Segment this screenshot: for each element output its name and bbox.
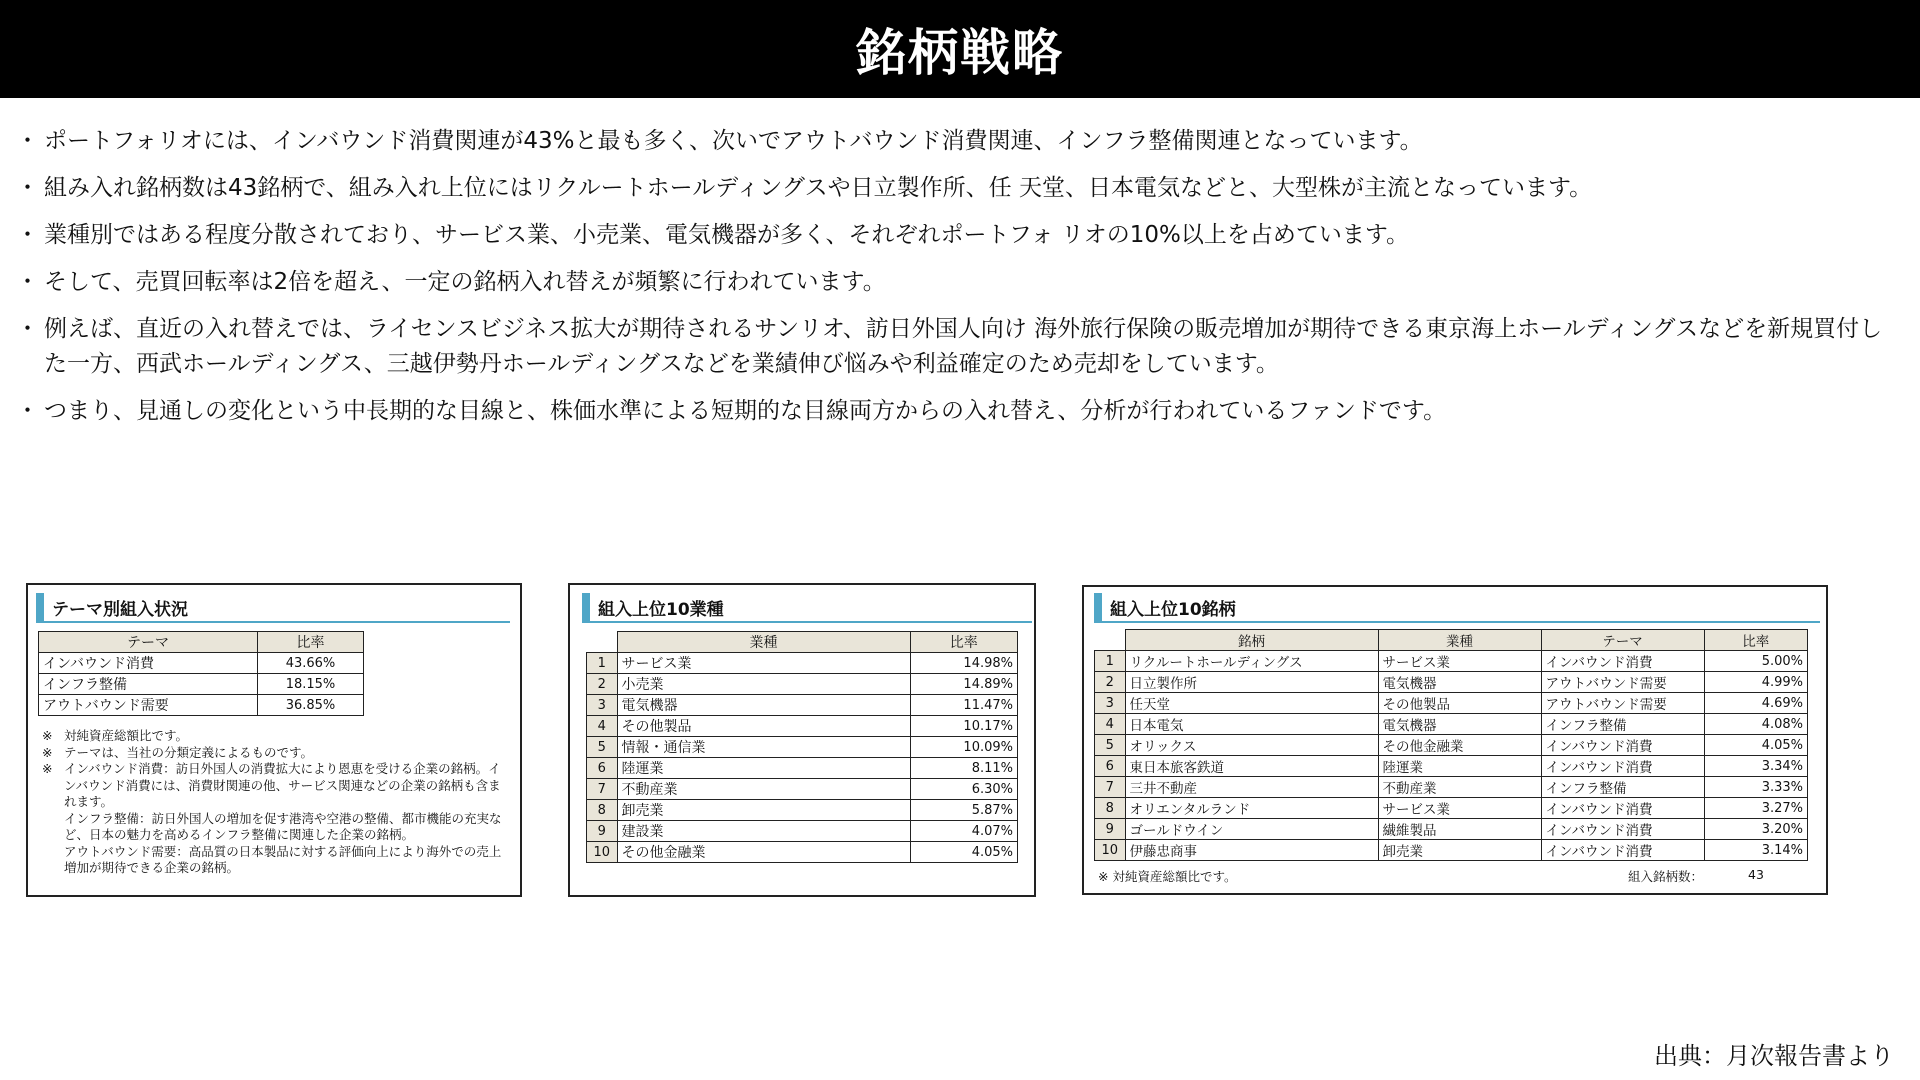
table-cell: 2 (587, 674, 618, 695)
theme-panel-header (36, 593, 510, 623)
table-cell: アウトバウンド需要 (39, 695, 258, 716)
column-header: 比率 (910, 632, 1018, 653)
title-bar (0, 0, 1920, 98)
table-cell: インバウンド消費 (1541, 735, 1704, 756)
note-text: インバウンド消費：訪日外国人の消費拡大により恩恵を受ける企業の銘柄。インバウンド消費には、消費財関連の他、サービス関連などの企業の銘柄も含まれます。 インフラ整備：訪日外国人の増加を促す港湾や空港の整備、都市機能の充実など、日本の魅力を高めるインフラ整備に関連した企業の銘柄。 アウトバウンド需要：高品質の日本製品に対する評価向上により海外での売上増加が期待できる企業の銘柄。 (64, 761, 502, 875)
table-cell: 4.07% (910, 821, 1018, 842)
table-cell: オリエンタルランド (1125, 798, 1378, 819)
table-row (1095, 798, 1808, 819)
table-cell: 卸売業 (1378, 840, 1541, 861)
table-cell: インバウンド消費 (1541, 798, 1704, 819)
bullet-item: ・ ポートフォリオには、インバウンド消費関連が43%と最も多く、次いでアウトバウンド消費関連、インフラ整備関連となっています。 (22, 124, 1902, 159)
table-cell: ゴールドウイン (1125, 819, 1378, 840)
column-header: 比率 (1704, 630, 1808, 651)
table-cell: 電気機器 (1378, 672, 1541, 693)
note-text: テーマは、当社の分類定義によるものです。 (64, 744, 314, 760)
title-accent-bar (582, 593, 590, 621)
table-cell: インバウンド消費 (1541, 819, 1704, 840)
table-cell: 三井不動産 (1125, 777, 1378, 798)
table-cell: その他製品 (617, 716, 910, 737)
note-item (42, 745, 510, 762)
table-row (587, 800, 1018, 821)
table-row (587, 821, 1018, 842)
table-cell: その他金融業 (617, 842, 910, 863)
table-cell: 4 (587, 716, 618, 737)
table-cell: 5.00% (1704, 651, 1808, 672)
table-cell: 電気機器 (1378, 714, 1541, 735)
bullet-item: ・ 例えば、直近の入れ替えでは、ライセンスビジネス拡大が期待されるサンリオ、訪日外国人向け 海外旅行保険の販売増加が期待できる東京海上ホールディングスなどを新規買付した一方、西武ホールディングス、三越伊勢丹ホールディングスなどを業績伸び悩みや利益確定のため売却をしています。 (22, 312, 1902, 382)
table-cell: 日立製作所 (1125, 672, 1378, 693)
table-cell: 9 (1095, 819, 1126, 840)
table-cell: 10 (1095, 840, 1126, 861)
table-cell: 8 (587, 800, 618, 821)
table-cell: 陸運業 (617, 758, 910, 779)
table-row (587, 716, 1018, 737)
table-cell: 14.98% (910, 653, 1018, 674)
table-cell: 2 (1095, 672, 1126, 693)
column-header: 業種 (617, 632, 910, 653)
table-cell: 8.11% (910, 758, 1018, 779)
index-header-blank (1095, 630, 1126, 651)
table-cell: 18.15% (258, 674, 364, 695)
table-cell: インフラ整備 (1541, 777, 1704, 798)
table-cell: 14.89% (910, 674, 1018, 695)
table-row (1095, 672, 1808, 693)
table-cell: 日本電気 (1125, 714, 1378, 735)
source-caption: 出典：月次報告書より (1654, 1042, 1894, 1070)
sector-table (586, 631, 1018, 863)
table-cell: アウトバウンド需要 (1541, 672, 1704, 693)
table-cell: 1 (1095, 651, 1126, 672)
page-title: 銘柄戦略 (856, 24, 1064, 82)
sector-panel (568, 583, 1036, 897)
table-row (587, 758, 1018, 779)
table-row (39, 653, 364, 674)
table-row (39, 674, 364, 695)
table-cell: インフラ整備 (1541, 714, 1704, 735)
table-cell: サービス業 (1378, 651, 1541, 672)
table-cell: 不動産業 (617, 779, 910, 800)
table-cell: 5.87% (910, 800, 1018, 821)
table-cell: 不動産業 (1378, 777, 1541, 798)
title-accent-bar (1094, 593, 1102, 621)
stock-table (1094, 629, 1808, 861)
table-cell: 3.34% (1704, 756, 1808, 777)
table-cell: 電気機器 (617, 695, 910, 716)
table-row (587, 737, 1018, 758)
table-row (1095, 651, 1808, 672)
note-mark: ※ (42, 728, 53, 743)
table-row (587, 842, 1018, 863)
table-cell: リクルートホールディングス (1125, 651, 1378, 672)
table-cell: 10.17% (910, 716, 1018, 737)
table-cell: 7 (587, 779, 618, 800)
table-cell: 情報・通信業 (617, 737, 910, 758)
bullet-item: ・ そして、売買回転率は2倍を超え、一定の銘柄入れ替えが頻繁に行われています。 (22, 265, 1902, 300)
table-cell: インフラ整備 (39, 674, 258, 695)
stock-panel-header (1094, 593, 1820, 623)
table-cell: 3.27% (1704, 798, 1808, 819)
table-cell: サービス業 (1378, 798, 1541, 819)
table-cell: インバウンド消費 (39, 653, 258, 674)
column-header: 銘柄 (1125, 630, 1378, 651)
table-cell: 10.09% (910, 737, 1018, 758)
stock-footer (1098, 867, 1798, 885)
table-cell: 4 (1095, 714, 1126, 735)
note-mark: ※ (42, 761, 53, 776)
theme-panel-title: テーマ別組入状況 (52, 599, 188, 620)
column-header: テーマ (1541, 630, 1704, 651)
table-row (39, 695, 364, 716)
stock-panel-title: 組入上位10銘柄 (1110, 599, 1236, 620)
table-cell: 建設業 (617, 821, 910, 842)
table-cell: 5 (587, 737, 618, 758)
table-cell: サービス業 (617, 653, 910, 674)
table-row (587, 674, 1018, 695)
bullet-list (22, 124, 1902, 441)
table-row (1095, 756, 1808, 777)
table-cell: 3.14% (1704, 840, 1808, 861)
column-header: 比率 (258, 632, 364, 653)
table-cell: 伊藤忠商事 (1125, 840, 1378, 861)
bullet-item: ・ つまり、見通しの変化という中長期的な目線と、株価水準による短期的な目線両方からの入れ替え、分析が行われているファンドです。 (22, 394, 1902, 429)
table-cell: その他金融業 (1378, 735, 1541, 756)
table-row (1095, 735, 1808, 756)
table-cell: 4.05% (910, 842, 1018, 863)
table-cell: その他製品 (1378, 693, 1541, 714)
table-cell: 11.47% (910, 695, 1018, 716)
stock-panel (1082, 585, 1828, 895)
stock-footnote: ※ 対純資産総額比です。 (1098, 869, 1237, 884)
theme-table (38, 631, 364, 716)
column-header: 業種 (1378, 630, 1541, 651)
table-cell: 任天堂 (1125, 693, 1378, 714)
table-cell: 3 (587, 695, 618, 716)
table-cell: インバウンド消費 (1541, 756, 1704, 777)
table-cell: 小売業 (617, 674, 910, 695)
table-row (1095, 693, 1808, 714)
bullet-item: ・ 組み入れ銘柄数は43銘柄で、組み入れ上位にはリクルートホールディングスや日立製作所、任 天堂、日本電気などと、大型株が主流となっています。 (22, 171, 1902, 206)
bullet-item: ・ 業種別ではある程度分散されており、サービス業、小売業、電気機器が多く、それぞれポートフォ リオの10%以上を占めています。 (22, 218, 1902, 253)
table-row (1095, 819, 1808, 840)
table-cell: 36.85% (258, 695, 364, 716)
table-cell: 4.05% (1704, 735, 1808, 756)
table-cell: 陸運業 (1378, 756, 1541, 777)
index-header-blank (587, 632, 618, 653)
table-cell: 3 (1095, 693, 1126, 714)
table-cell: 4.99% (1704, 672, 1808, 693)
table-row (587, 653, 1018, 674)
table-cell: インバウンド消費 (1541, 840, 1704, 861)
table-row (587, 695, 1018, 716)
column-header: テーマ (39, 632, 258, 653)
table-cell: 東日本旅客鉄道 (1125, 756, 1378, 777)
table-cell: 卸売業 (617, 800, 910, 821)
table-row (587, 779, 1018, 800)
table-row (1095, 714, 1808, 735)
table-cell: インバウンド消費 (1541, 651, 1704, 672)
table-cell: 10 (587, 842, 618, 863)
title-accent-bar (36, 593, 44, 621)
count-value: 43 (1748, 867, 1764, 882)
table-cell: 7 (1095, 777, 1126, 798)
note-text: 対純資産総額比です。 (64, 728, 189, 743)
table-cell: 43.66% (258, 653, 364, 674)
sector-panel-header (582, 593, 1032, 623)
table-cell: 繊維製品 (1378, 819, 1541, 840)
table-cell: 3.33% (1704, 777, 1808, 798)
table-cell: 4.69% (1704, 693, 1808, 714)
sector-panel-title: 組入上位10業種 (598, 599, 724, 620)
note-mark: ※ (42, 744, 53, 760)
table-cell: 9 (587, 821, 618, 842)
table-cell: 6.30% (910, 779, 1018, 800)
table-row (1095, 840, 1808, 861)
note-item (42, 728, 510, 745)
theme-panel (26, 583, 522, 897)
count-label: 組入銘柄数： (1628, 869, 1704, 884)
table-cell: 8 (1095, 798, 1126, 819)
table-cell: アウトバウンド需要 (1541, 693, 1704, 714)
table-cell: 4.08% (1704, 714, 1808, 735)
table-cell: 3.20% (1704, 819, 1808, 840)
theme-notes (28, 728, 520, 877)
table-cell: 6 (1095, 756, 1126, 777)
table-cell: 6 (587, 758, 618, 779)
table-cell: 5 (1095, 735, 1126, 756)
table-cell: 1 (587, 653, 618, 674)
table-cell: オリックス (1125, 735, 1378, 756)
note-item (42, 761, 510, 877)
table-row (1095, 777, 1808, 798)
